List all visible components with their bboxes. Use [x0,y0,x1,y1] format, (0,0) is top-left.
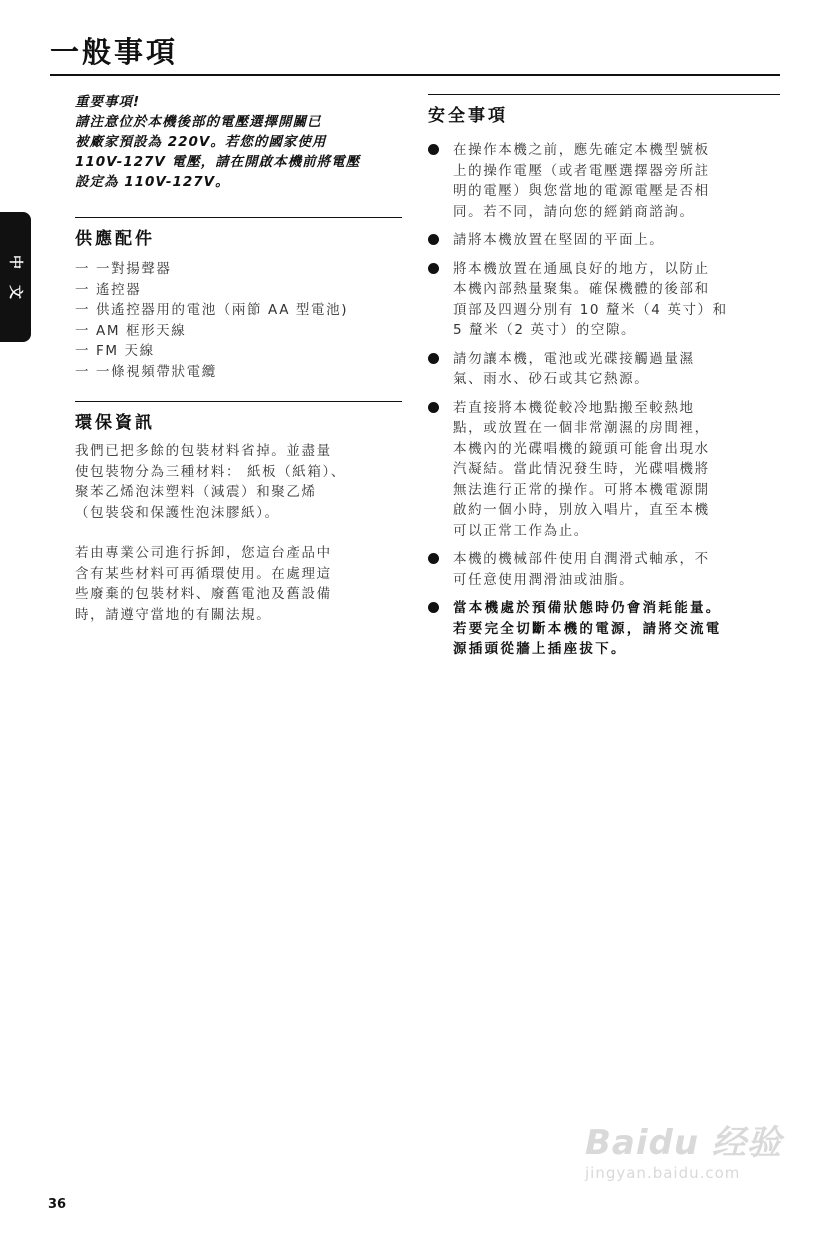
watermark-logo: Baidu 经验 [585,1123,782,1163]
language-tab-char: 文 [6,285,23,299]
text-line: 源插頭從牆上插座拔下。 [453,641,627,657]
safety-list [428,140,780,660]
text-line: 無法進行正常的操作。可將本機電源開 [453,481,710,498]
safety-item [428,549,780,590]
text-line: 含有某些材料可再循環使用。在處理這 [75,565,332,582]
text-line: 些廢棄的包裝材料、廢舊電池及舊設備 [75,586,332,602]
environment-heading: 環保資訊 [75,413,155,433]
text-line: 時，請遵守當地的有關法規。 [75,606,272,623]
page-title: 一般事項 [50,35,179,69]
text-line: 使包裝物分為三種材料： 紙板（紙箱）、 [75,463,346,480]
text-line: 聚苯乙烯泡沫塑料（減震）和聚乙烯 [75,484,317,500]
text-line: 若由專業公司進行拆卸，您這台產品中 [75,545,332,561]
important-notice [75,92,402,192]
bullet-icon [428,553,439,564]
text-line: 請勿讓本機，電池或光碟接觸過量濕 [453,350,695,367]
text-line: 上的操作電壓（或者電壓選擇器旁所註 [453,162,710,179]
text-line: 啟約一個小時，別放入唱片，直至本機 [453,502,710,518]
text-line: （包裝袋和保護性泡沫膠紙）。 [75,504,280,521]
text-line: 請將本機放置在堅固的平面上。 [453,232,665,248]
language-tab-char: 中 [6,255,23,269]
accessories-list [75,259,402,382]
right-column [428,94,780,668]
text-line: 可以正常工作為止。 [453,522,589,539]
text-line: 若直接將本機從較冷地點搬至較熱地 [453,399,695,416]
section-divider [75,401,402,402]
left-column [75,92,402,625]
text-line: 頂部及四週分別有 10 釐米（4 英寸）和 [453,301,728,318]
watermark-url: jingyan.baidu.com [585,1164,741,1182]
baidu-watermark [585,1115,782,1182]
text-line: 同。若不同，請向您的經銷商諮詢。 [453,203,695,220]
notice-line: 110V-127V 電壓，請在開啟本機前將電壓 [75,154,361,170]
section-divider [428,94,780,95]
bullet-icon [428,234,439,245]
text-line: 點，或放置在一個非常潮濕的房間裡， [453,420,710,436]
notice-line: 設定為 110V-127V。 [75,174,230,190]
text-line: 可任意使用潤滑油或油脂。 [453,571,635,588]
safety-item [428,140,780,222]
text-line: 氣、雨水、砂石或其它熱源。 [453,371,650,387]
text-line: 將本機放置在通風良好的地方，以防止 [453,260,710,277]
section-divider [75,217,402,218]
safety-item [428,230,780,251]
list-item: 一 FM 天線 [75,343,155,359]
bullet-icon [428,602,439,613]
text-line: 若要完全切斷本機的電源，請將交流電 [453,620,722,637]
text-line: 汽凝結。當此情況發生時，光碟唱機將 [453,461,710,477]
bullet-icon [428,144,439,155]
safety-item [428,349,780,390]
text-line: 在操作本機之前，應先確定本機型號板 [453,142,710,158]
standby-warning [428,598,780,660]
notice-line: 請注意位於本機後部的電壓選擇開關已 [75,114,322,130]
text-line: 當本機處於預備狀態時仍會消耗能量。 [453,600,722,616]
list-item: 一 一對揚聲器 [75,261,172,277]
text-line: 我們已把多餘的包裝材料省掉。並盡量 [75,443,332,459]
text-line: 本機的機械部件使用自潤滑式軸承，不 [453,551,710,567]
text-line: 5 釐米（2 英寸）的空隙。 [453,322,637,338]
page-number: 36 [48,1197,67,1212]
language-tab [0,212,31,342]
accessories-heading: 供應配件 [75,229,155,249]
list-item: 一 遙控器 [75,281,142,298]
notice-line: 重要事項! [75,94,141,110]
text-line: 本機內部熱量聚集。確保機體的後部和 [453,281,710,297]
list-item: 一 一條視頻帶狀電纜 [75,363,217,380]
title-divider [50,74,780,76]
bullet-icon [428,402,439,413]
bullet-icon [428,353,439,364]
text-line: 本機內的光碟唱機的鏡頭可能會出現水 [453,440,710,457]
safety-item [428,398,780,542]
paragraph [75,441,402,523]
notice-line: 被廠家預設為 220V。若您的國家使用 [75,134,327,150]
safety-heading: 安全事項 [428,106,508,126]
list-item: 一 AM 框形天線 [75,322,187,339]
paragraph [75,543,402,625]
safety-item [428,259,780,341]
bullet-icon [428,263,439,274]
text-line: 明的電壓）與您當地的電源電壓是否相 [453,183,710,199]
list-item: 一 供遙控器用的電池（兩節 AA 型電池) [75,302,349,318]
